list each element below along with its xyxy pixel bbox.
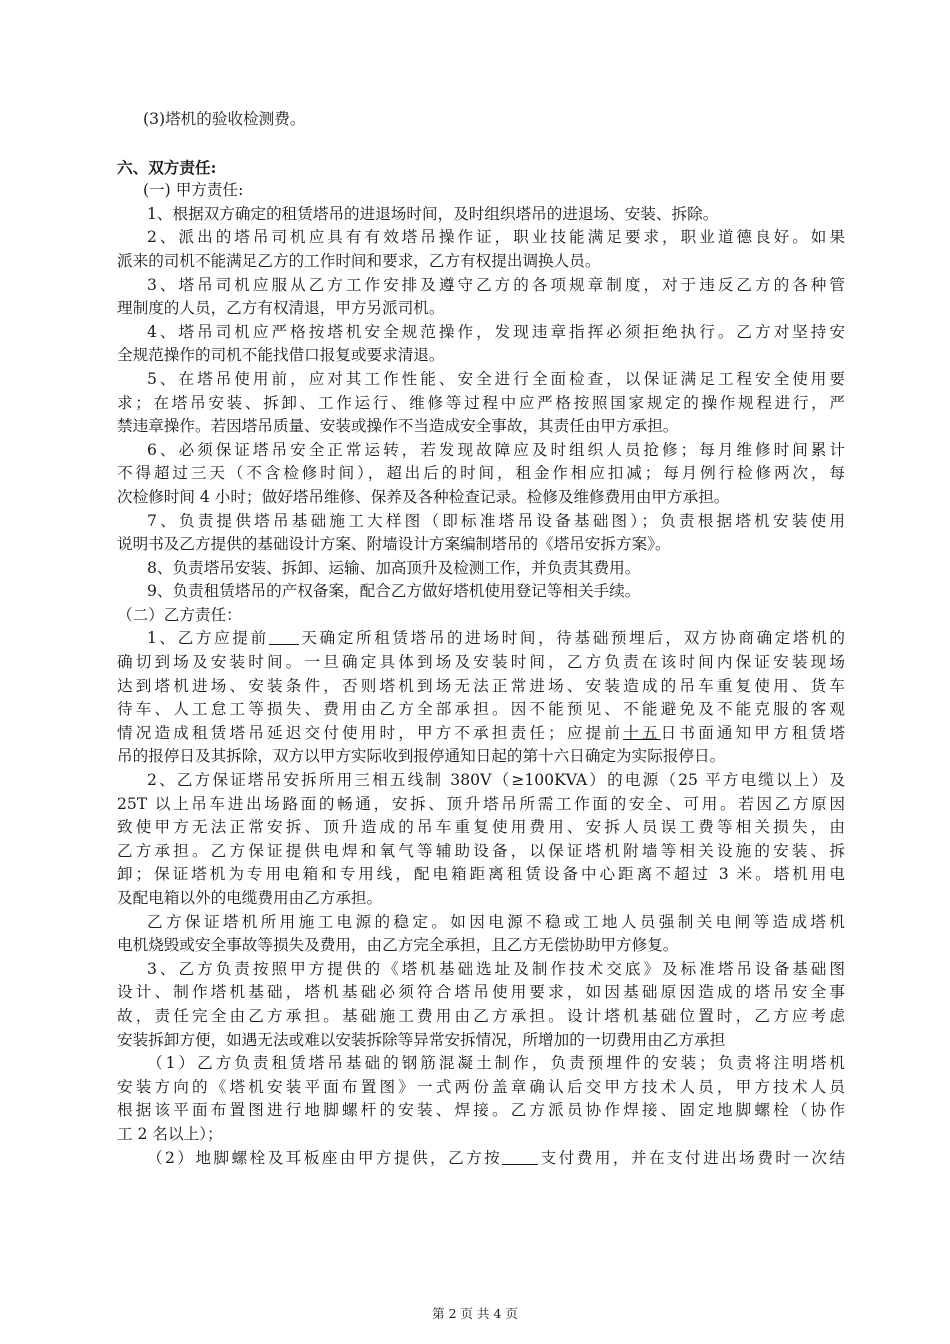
notice-post: 日书面通知甲方租赁塔 xyxy=(660,723,845,742)
days-blank xyxy=(269,629,299,645)
partyA-line: 理制度的人员，乙方有权清退，甲方另派司机。 xyxy=(117,299,445,318)
partyB-item3-line: 设计、制作塔机基础，塔机基础必须符合塔吊使用要求，如因基础原因造成的塔吊安全事 xyxy=(117,983,845,1002)
section6-heading: 六、双方责任: xyxy=(117,157,217,177)
power-line: 乙方保证塔机所用施工电源的稳定。如因电源不稳或工地人员强制关电闸等造成塔机 xyxy=(147,912,845,931)
partyB-item1-line: 确切到场及安装时间。一旦确定具体到场及安装时间，乙方负责在该时间内保证安装现场 xyxy=(117,653,845,672)
paragraph-gap xyxy=(117,132,845,156)
partyA-line: 9、负责租赁塔吊的产权备案，配合乙方做好塔机使用登记等相关手续。 xyxy=(147,582,641,601)
partyB-item1-notice-line xyxy=(117,722,845,746)
partyB-item2-line: 卸；保证塔机为专用电箱和专用线，配电箱距离租赁设备中心距离不超过 3 米。塔机用电 xyxy=(117,865,845,884)
sub1-line: 安装方向的《塔机安装平面布置图》一式两份盖章确认后交甲方技术人员，甲方技术人员 xyxy=(117,1077,845,1096)
notice-pre: 情况造成租赁塔吊延迟交付使用时，甲方不承担责任；应提前 xyxy=(117,723,624,742)
sub2-post: 支付费用，并在支付进出场费时一次结 xyxy=(538,1148,845,1167)
sub2-line xyxy=(117,1147,845,1171)
partyA-line: 5、在塔吊使用前，应对其工作性能、安全进行全面检查，以保证满足工程安全使用要 xyxy=(147,369,845,388)
partyA-line: 7、负责提供塔吊基础施工大样图（即标准塔吊设备基础图）；负责根据塔机安装使用 xyxy=(147,511,845,530)
partyB-item2-line: 2、乙方保证塔吊安拆所用三相五线制 380V（≥100KVA）的电源（25 平方电缆以上）及 xyxy=(147,771,845,790)
item3-fee-line: (3)塔机的验收检测费。 xyxy=(143,110,306,128)
sub1-line: 根据该平面布置图进行地脚螺杆的安装、焊接。乙方派员协作焊接、固定地脚螺栓（协作 xyxy=(117,1101,845,1120)
partyB-item3-line: 故，责任完全由乙方承担。基础施工费用由乙方承担。设计塔机基础位置时，乙方应考虑 xyxy=(117,1006,845,1025)
payment-blank xyxy=(502,1149,538,1165)
partyA-line: 不得超过三天（不含检修时间），超出后的时间，租金作相应扣减；每月例行检修两次，每 xyxy=(117,464,845,483)
sub2-pre: （2）地脚螺栓及耳板座由甲方提供，乙方按 xyxy=(147,1148,503,1167)
partyA-line: 说明书及乙方提供的基础设计方案、附墙设计方案编制塔吊的《塔吊安拆方案》。 xyxy=(117,535,671,554)
partyB-item1-first-line xyxy=(117,627,845,651)
partyB-heading: （二）乙方责任： xyxy=(117,605,242,624)
sub1-line: 工 2 名以上）； xyxy=(117,1124,223,1143)
partyB-item3-line: 安装拆卸方便，如遇无法或难以安装拆除等异常安拆情况，所增加的一切费用由乙方承担 xyxy=(117,1030,726,1049)
sub1-line: （1）乙方负责租赁塔吊基础的钢筋混凝土制作，负责预埋件的安装；负责将注明塔机 xyxy=(147,1054,845,1073)
partyB-item2-line: 致使甲方无法正常安拆、顶升造成的吊车重复使用费用、安拆人员误工费等相关损失，由 xyxy=(117,818,845,837)
partyB-item2-line: 乙方承担。乙方保证提供电焊和氧气等辅助设备，以保证塔机附墙等相关设施的安装、拆 xyxy=(117,841,845,860)
partyB-item1-line: 吊的报停日及其拆除，双方以甲方实际收到报停通知日起的第十六日确定为实际报停日。 xyxy=(117,747,726,766)
partyA-line: 1、根据双方确定的租赁塔吊的进退场时间，及时组织塔吊的进退场、安装、拆除。 xyxy=(147,204,719,223)
partyA-heading: (一) 甲方责任: xyxy=(143,181,244,200)
partyB-item1-line: 达到塔机进场、安装条件，否则塔机到场无法正常进场、安装造成的吊车重复使用、货车 xyxy=(117,676,845,695)
partyB-item3-line: 3、乙方负责按照甲方提供的《塔机基础选址及制作技术交底》及标准塔吊设备基础图 xyxy=(147,959,845,978)
partyA-line: 8、负责塔吊安装、拆卸、运输、加高顶升及检测工作，并负责其费用。 xyxy=(147,558,641,577)
document-body xyxy=(117,108,845,1170)
partyA-line: 派来的司机不能满足乙方的工作时间和要求，乙方有权提出调换人员。 xyxy=(117,251,601,270)
partyB-item1-line: 待车、人工怠工等损失、费用由乙方全部承担。因不能预见、不能避免及不能克服的客观 xyxy=(117,700,845,719)
partyB-item2-line: 25T 以上吊车进出场路面的畅通，安拆、顶升塔吊所需工作面的安全、可用。若因乙方原因 xyxy=(117,794,845,813)
partyA-line: 2、派出的塔吊司机应具有有效塔吊操作证，职业技能满足要求，职业道德良好。如果 xyxy=(147,228,845,247)
partyA-line: 全规范操作的司机不能找借口报复或要求清退。 xyxy=(117,346,445,365)
partyA-line: 3、塔吊司机应服从乙方工作安排及遵守乙方的各项规章制度，对于违反乙方的各种管 xyxy=(147,275,845,294)
partyA-line: 禁违章操作。若因塔吊质量、安装或操作不当造成安全事故，其责任由甲方承担。 xyxy=(117,417,679,436)
partyB-item1-pre: 1、乙方应提前 xyxy=(147,629,269,648)
partyA-line: 求；在塔吊安装、拆卸、工作运行、维修等过程中应严格按照国家规定的操作规程进行，严 xyxy=(117,393,845,412)
partyB-item2-line: 及配电箱以外的电缆费用由乙方承担。 xyxy=(117,889,383,907)
partyA-line: 6、必须保证塔吊安全正常运转，若发现故障应及时组织人员抢修；每月维修时间累计 xyxy=(147,440,845,459)
page-footer: 第 2 页 共 4 页 xyxy=(432,1306,518,1321)
partyB-item1-post: 天确定所租赁塔吊的进场时间，待基础预埋后，双方协商确定塔机的 xyxy=(298,629,845,648)
partyA-line: 4、塔吊司机应严格按塔机安全规范操作，发现违章指挥必须拒绝执行。乙方对坚持安 xyxy=(147,322,845,341)
partyA-line: 次检修时间 4 小时；做好塔吊维修、保养及各种检查记录。检修及维修费用由甲方承担。 xyxy=(117,487,730,506)
notice-days: 十五 xyxy=(623,723,661,742)
power-line: 电机烧毁或安全事故等损失及费用，由乙方完全承担，且乙方无偿协助甲方修复。 xyxy=(117,936,679,955)
